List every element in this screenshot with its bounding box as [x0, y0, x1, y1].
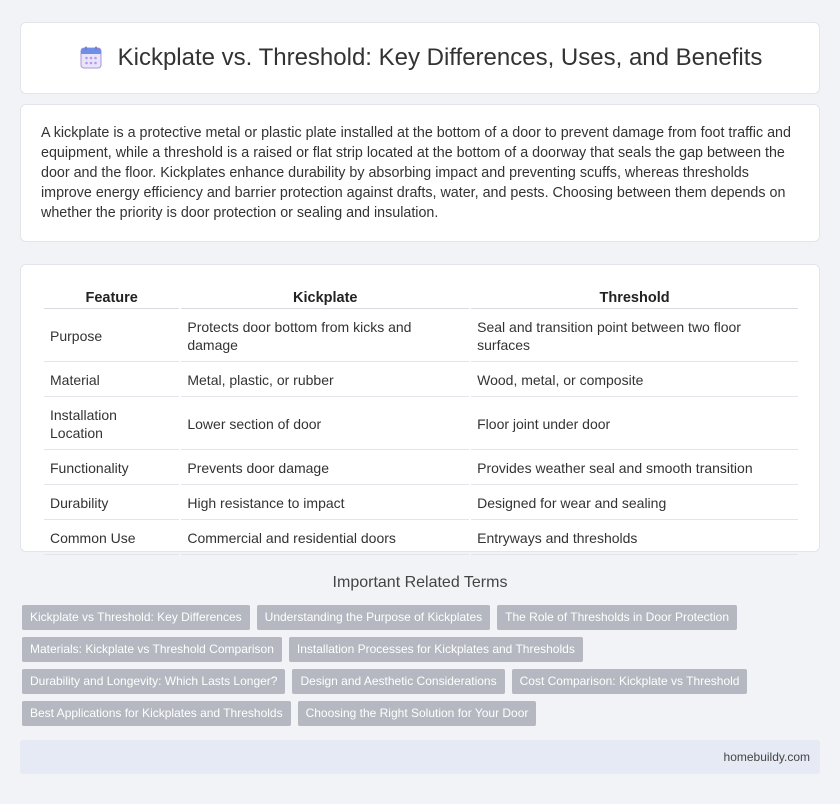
row-kickplate: Protects door bottom from kicks and damage — [181, 311, 469, 362]
tag-row — [22, 701, 822, 733]
row-threshold: Provides weather seal and smooth transition — [471, 452, 798, 485]
row-threshold: Entryways and thresholds — [471, 522, 798, 555]
comparison-table-card — [20, 264, 820, 552]
row-kickplate: Lower section of door — [181, 399, 469, 450]
header-threshold: Threshold — [471, 287, 798, 309]
table-row — [44, 452, 798, 485]
table-row — [44, 487, 798, 520]
related-term-tag[interactable]: Best Applications for Kickplates and Thresholds — [22, 701, 291, 726]
comparison-table — [42, 285, 800, 557]
intro-card — [20, 104, 820, 242]
related-terms-title: Important Related Terms — [332, 574, 508, 591]
header-kickplate: Kickplate — [181, 287, 469, 309]
row-feature: Common Use — [44, 522, 179, 555]
row-threshold: Floor joint under door — [471, 399, 798, 450]
row-threshold: Seal and transition point between two floor surfaces — [471, 311, 798, 362]
related-term-tag[interactable]: Design and Aesthetic Considerations — [292, 669, 504, 694]
intro-paragraph: A kickplate is a protective metal or plastic plate installed at the bottom of a door to prevent damage from foot traffic and equipment, while a threshold is a raised or flat strip located at the bottom of a doorway that seals the gap between the door and the floor. Kickplates enhance durability by absorbing impact and preventing scuffs, whereas thresholds improve energy efficiency and barrier protection against drafts, water, and pests. Choosing between them depends on whether the priority is door protection or sealing and insulation. — [41, 125, 791, 221]
page-title: Kickplate vs. Threshold: Key Differences, Uses, and Benefits — [117, 44, 763, 71]
table-row — [44, 399, 798, 450]
table-header-row — [44, 287, 798, 309]
related-term-tag[interactable]: Cost Comparison: Kickplate vs Threshold — [512, 669, 748, 694]
row-feature: Purpose — [44, 311, 179, 362]
table-row — [44, 311, 798, 362]
related-terms-tags — [22, 605, 822, 733]
footer — [20, 740, 820, 774]
row-kickplate: Prevents door damage — [181, 452, 469, 485]
row-kickplate: High resistance to impact — [181, 487, 469, 520]
related-term-tag[interactable]: The Role of Thresholds in Door Protection — [497, 605, 737, 630]
related-term-tag[interactable]: Materials: Kickplate vs Threshold Comparison — [22, 637, 282, 662]
related-term-tag[interactable]: Understanding the Purpose of Kickplates — [257, 605, 490, 630]
row-feature: Installation Location — [44, 399, 179, 450]
related-term-tag[interactable]: Installation Processes for Kickplates and Thresholds — [289, 637, 583, 662]
related-term-tag[interactable]: Choosing the Right Solution for Your Door — [298, 701, 537, 726]
tag-row — [22, 637, 822, 669]
header-feature: Feature — [44, 287, 179, 309]
tag-row — [22, 669, 822, 701]
row-feature: Material — [44, 364, 179, 397]
related-term-tag[interactable]: Kickplate vs Threshold: Key Differences — [22, 605, 250, 630]
row-kickplate: Commercial and residential doors — [181, 522, 469, 555]
related-term-tag[interactable]: Durability and Longevity: Which Lasts Longer? — [22, 669, 285, 694]
row-threshold: Wood, metal, or composite — [471, 364, 798, 397]
title-card — [20, 22, 820, 94]
calendar-icon — [78, 45, 104, 71]
row-feature: Functionality — [44, 452, 179, 485]
table-row — [44, 522, 798, 555]
row-threshold: Designed for wear and sealing — [471, 487, 798, 520]
row-feature: Durability — [44, 487, 179, 520]
footer-site-link[interactable]: homebuildy.com — [723, 750, 810, 764]
tag-row — [22, 605, 822, 637]
row-kickplate: Metal, plastic, or rubber — [181, 364, 469, 397]
table-row — [44, 364, 798, 397]
